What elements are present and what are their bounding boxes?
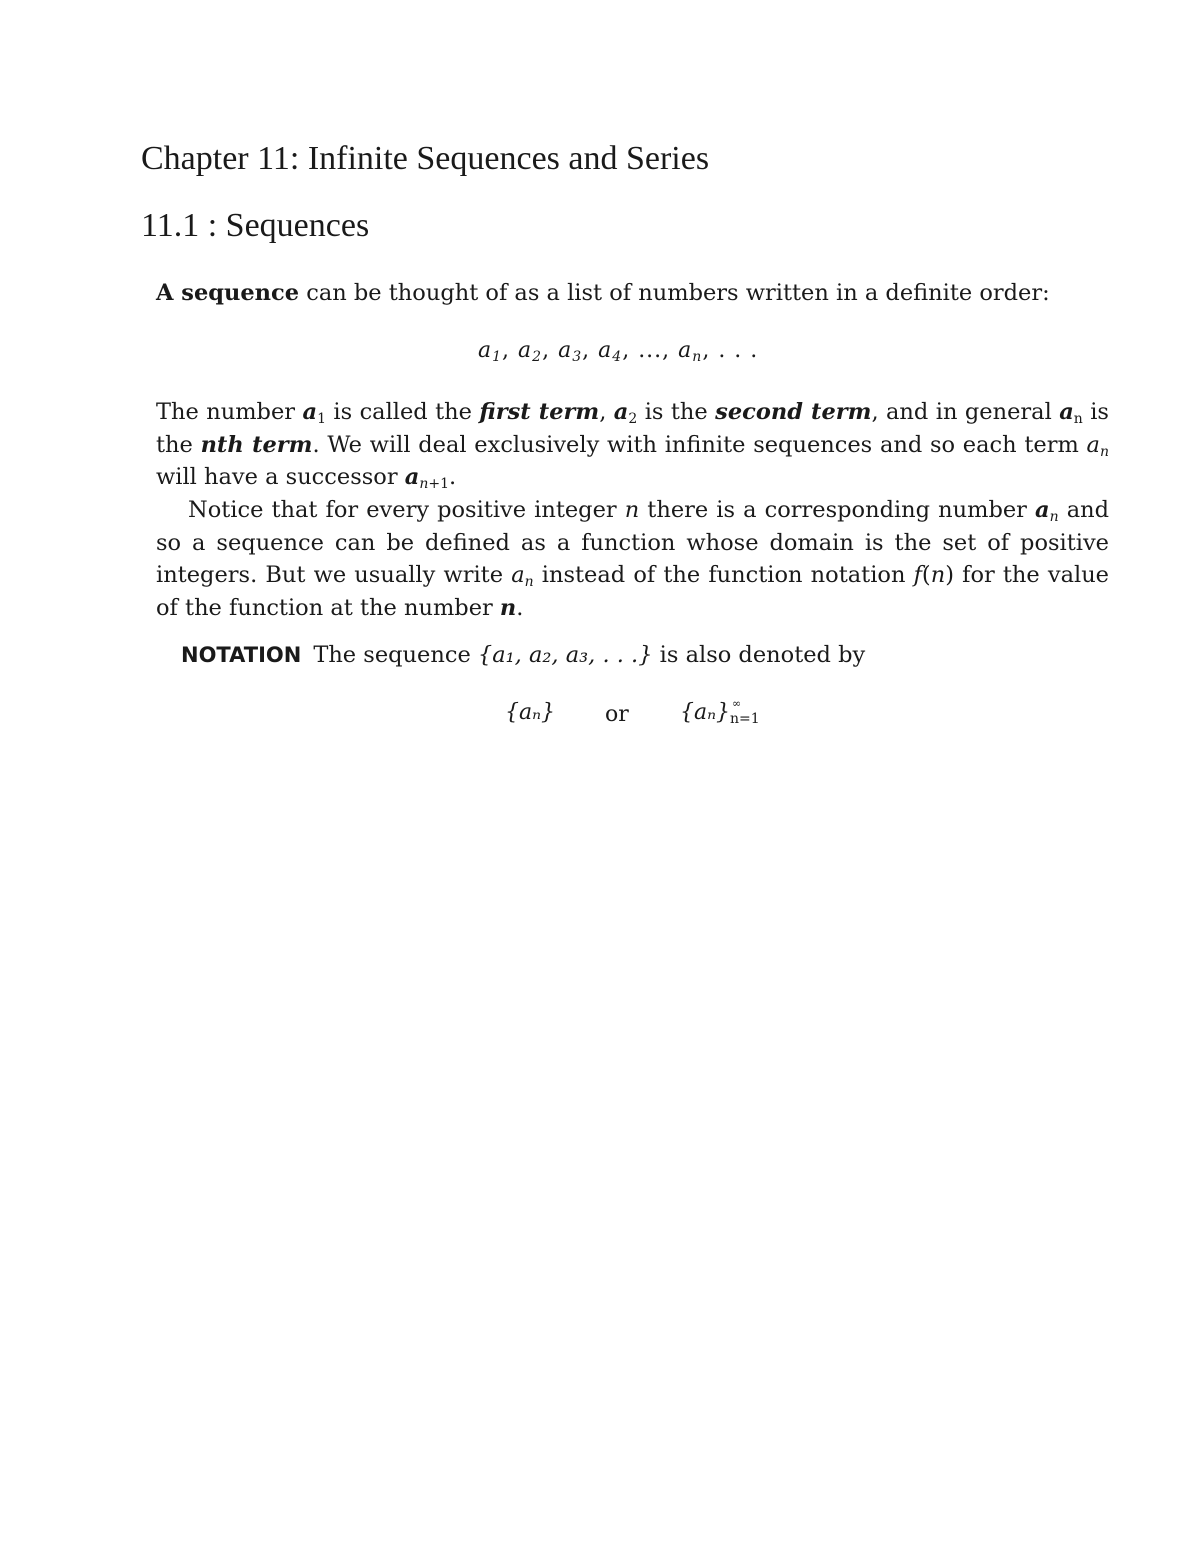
notation-or: or [605, 702, 629, 727]
notation-form-1: {aₙ} [505, 700, 556, 725]
section-title: 11.1 : Sequences [141, 207, 370, 244]
defined-term: A sequence [156, 280, 300, 306]
notation-label: NOTATION [181, 643, 302, 667]
paragraph-function: Notice that for every positive integer n there is a corresponding number $a_n$ and so a sequence can be defined as a function whose domain is the set of positive integers. But we usually write $a_n$ instead of the function notation f(n) for the value of the function at the number n. [156, 497, 1110, 621]
definition-text: can be thought of as a list of numbers written in a definite order: [299, 280, 1050, 306]
notation-form-2: {aₙ} ∞ n=1 [680, 697, 760, 727]
sequence-set: {a₁, a₂, a₃, . . .} [477, 642, 653, 668]
sequence-display: $a_1$, $a_2$, $a_3$, $a_4$, ..., $a_n$, . . . [478, 338, 759, 365]
first-term-emphasis: first term [479, 399, 600, 425]
notation-line: NOTATION The sequence {a₁, a₂, a₃, . . .} is also denoted by [181, 642, 866, 668]
nth-term-emphasis: nth term [200, 431, 313, 458]
chapter-title: Chapter 11: Infinite Sequences and Series [141, 140, 710, 177]
paragraph-terms: The number $a_1$ is called the first term, $a_2$ is the second term, and in general $a_n$ is the nth term. We will deal exclusively with infinite sequences and so each term $a_n$ will have a successor $a_{n+1}$. [156, 399, 1109, 492]
second-term-emphasis: second term [715, 399, 872, 425]
definition-intro [156, 280, 1050, 306]
